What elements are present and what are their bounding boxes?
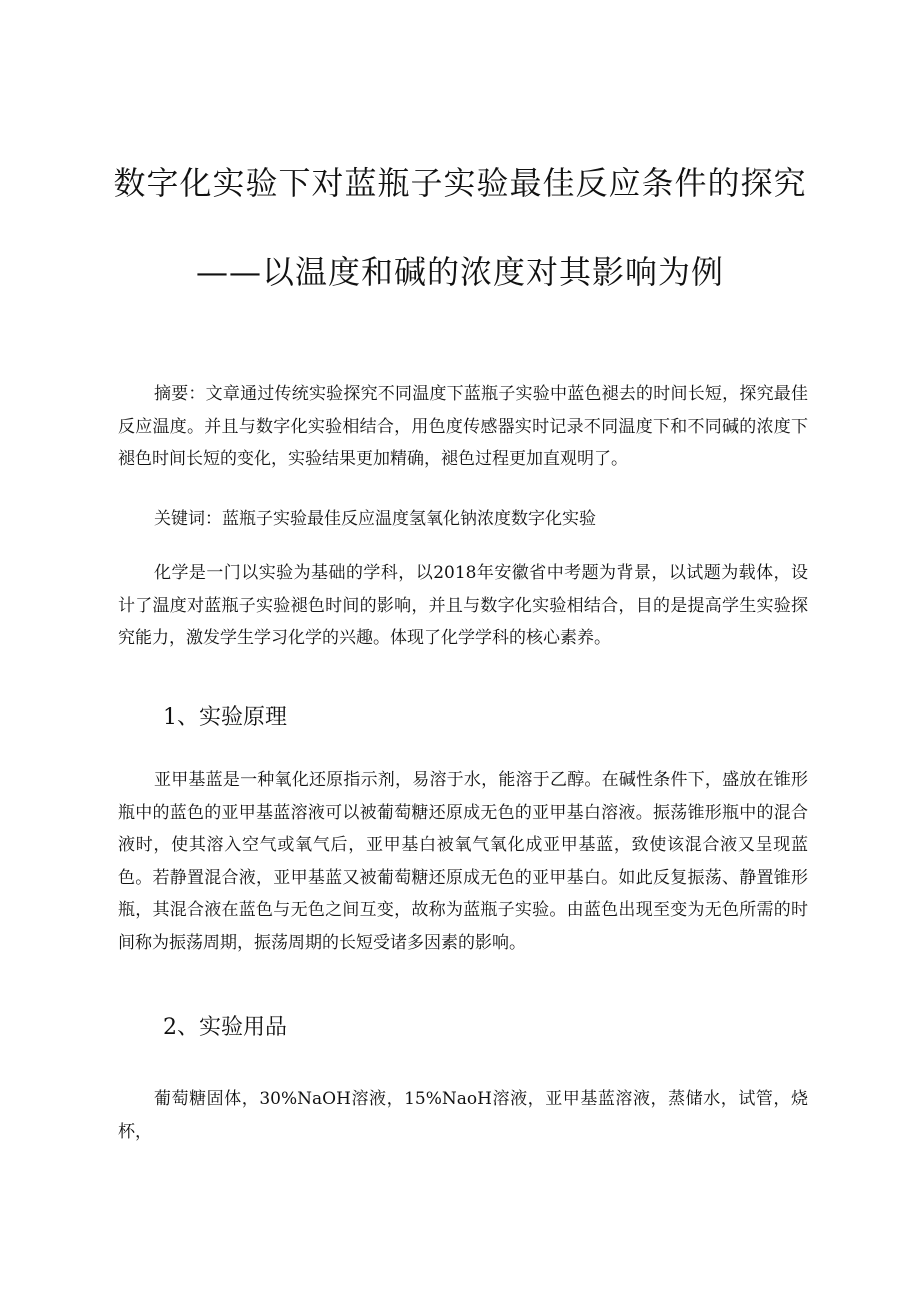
intro-paragraph: 化学是一门以实验为基础的学科，以2018年安徽省中考题为背景，以试题为载体，设计了温度对蓝瓶子实验褪色时间的影响，并且与数字化实验相结合，目的是提高学生实验探究能力，激发学生学习化学的兴趣。体现了化学学科的核心素养。 [118, 563, 808, 648]
section-heading-principle: 1、实验原理 [163, 705, 287, 730]
section-heading-materials: 2、实验用品 [163, 1015, 287, 1040]
document-title: 数字化实验下对蓝瓶子实验最佳反应条件的探究 [113, 164, 807, 202]
principle-paragraph: 亚甲基蓝是一种氧化还原指示剂，易溶于水，能溶于乙醇。在碱性条件下，盛放在锥形瓶中的蓝色的亚甲基蓝溶液可以被葡萄糖还原成无色的亚甲基白溶液。振荡锥形瓶中的混合液时，使其溶入空气或氧气后，亚甲基白被氧气氧化成亚甲基蓝，致使该混合液又呈现蓝色。若静置混合液，亚甲基蓝又被葡萄糖还原成无色的亚甲基白。如此反复振荡、静置锥形瓶，其混合液在蓝色与无色之间互变，故称为蓝瓶子实验。由蓝色出现至变为无色所需的时间称为振荡周期，振荡周期的长短受诸多因素的影响。 [118, 770, 808, 953]
document-subtitle: ——以温度和碱的浓度对其影响为例 [195, 253, 724, 291]
keywords-paragraph: 关键词：蓝瓶子实验最佳反应温度氢氧化钠浓度数字化实验 [154, 509, 596, 529]
materials-paragraph: 葡萄糖固体，30%NaOH溶液，15%NaoH溶液，亚甲基蓝溶液，蒸储水，试管，烧杯， [118, 1089, 808, 1142]
abstract-paragraph: 摘要：文章通过传统实验探究不同温度下蓝瓶子实验中蓝色褪去的时间长短，探究最佳反应温度。并且与数字化实验相结合，用色度传感器实时记录不同温度下和不同碱的浓度下褪色时间长短的变化，实验结果更加精确，褪色过程更加直观明了。 [118, 384, 808, 469]
